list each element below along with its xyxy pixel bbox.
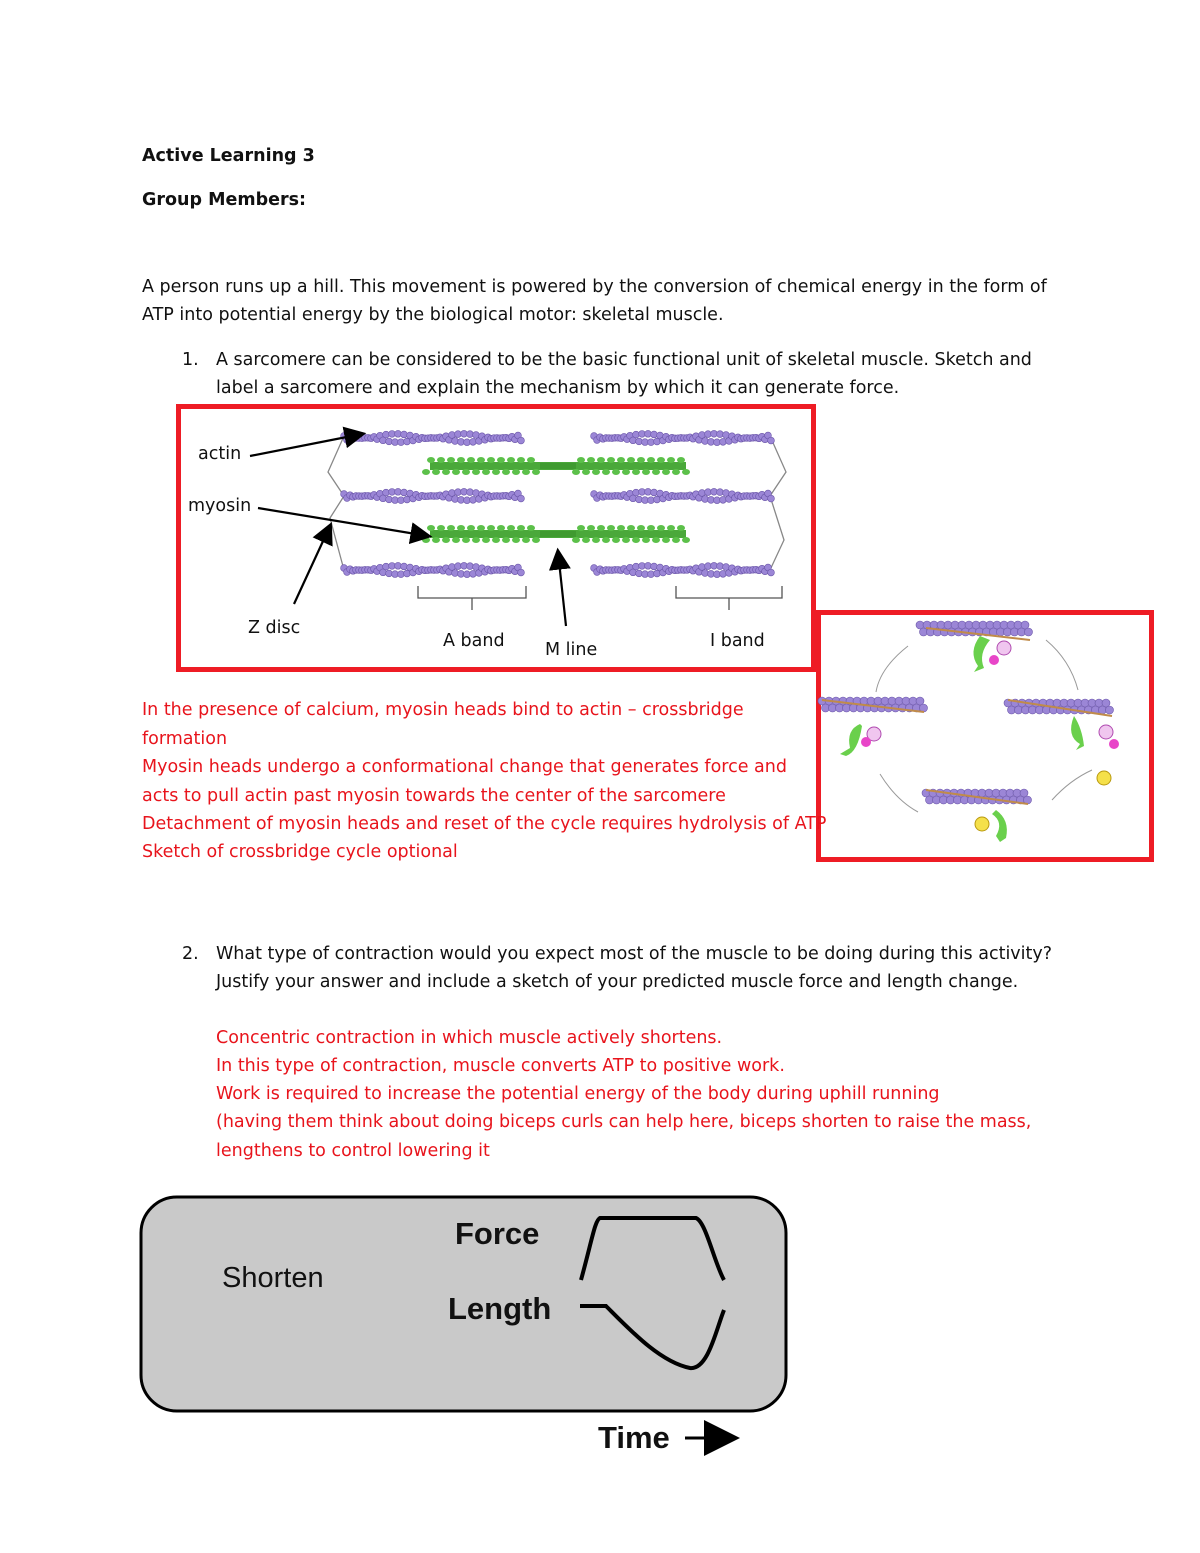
answer-1-line-2: formation bbox=[142, 729, 228, 749]
answer-1-line-6: Sketch of crossbridge cycle optional bbox=[142, 842, 458, 862]
question-1-line-2: label a sarcomere and explain the mechanism by which it can generate force. bbox=[216, 378, 900, 398]
intro-line-1: A person runs up a hill. This movement is powered by the conversion of chemical energy in the form of bbox=[142, 277, 1047, 297]
answer-1-line-4: acts to pull actin past myosin towards the center of the sarcomere bbox=[142, 786, 726, 806]
answer-1-line-3: Myosin heads undergo a conformational change that generates force and bbox=[142, 757, 787, 777]
m-line-label: M line bbox=[545, 640, 598, 660]
myosin-label: myosin bbox=[188, 496, 252, 516]
z-disc-label: Z disc bbox=[248, 618, 301, 638]
intro-line-2: ATP into potential energy by the biological motor: skeletal muscle. bbox=[142, 305, 724, 325]
question-2-line-2: Justify your answer and include a sketch of your predicted muscle force and length change. bbox=[216, 972, 1019, 992]
document-title: Active Learning 3 bbox=[142, 146, 315, 166]
answer-2-line-5: lengthens to control lowering it bbox=[216, 1141, 490, 1161]
i-band-label: I band bbox=[710, 631, 765, 651]
actin-label: actin bbox=[198, 444, 242, 464]
question-2-line-1: What type of contraction would you expect most of the muscle to be doing during this activity? bbox=[216, 944, 1053, 964]
answer-2-line-1: Concentric contraction in which muscle actively shortens. bbox=[216, 1028, 723, 1048]
answer-1-line-5: Detachment of myosin heads and reset of the cycle requires hydrolysis of ATP bbox=[142, 814, 827, 834]
question-2-number: 2. bbox=[182, 944, 199, 964]
answer-2-line-3: Work is required to increase the potential energy of the body during uphill running bbox=[216, 1084, 940, 1104]
force-label: Force bbox=[455, 1216, 540, 1251]
answer-1-line-1: In the presence of calcium, myosin heads bind to actin – crossbridge bbox=[142, 700, 744, 720]
time-label: Time bbox=[598, 1420, 670, 1455]
answer-2-line-4: (having them think about doing biceps curls can help here, biceps shorten to raise the mass, bbox=[216, 1112, 1032, 1132]
answer-2-line-2: In this type of contraction, muscle converts ATP to positive work. bbox=[216, 1056, 785, 1076]
group-members-label: Group Members: bbox=[142, 190, 307, 210]
question-1-number: 1. bbox=[182, 350, 199, 370]
a-band-label: A band bbox=[443, 631, 505, 651]
shorten-label: Shorten bbox=[222, 1262, 324, 1294]
question-1-line-1: A sarcomere can be considered to be the basic functional unit of skeletal muscle. Sketch and bbox=[216, 350, 1032, 370]
length-label: Length bbox=[448, 1291, 552, 1326]
